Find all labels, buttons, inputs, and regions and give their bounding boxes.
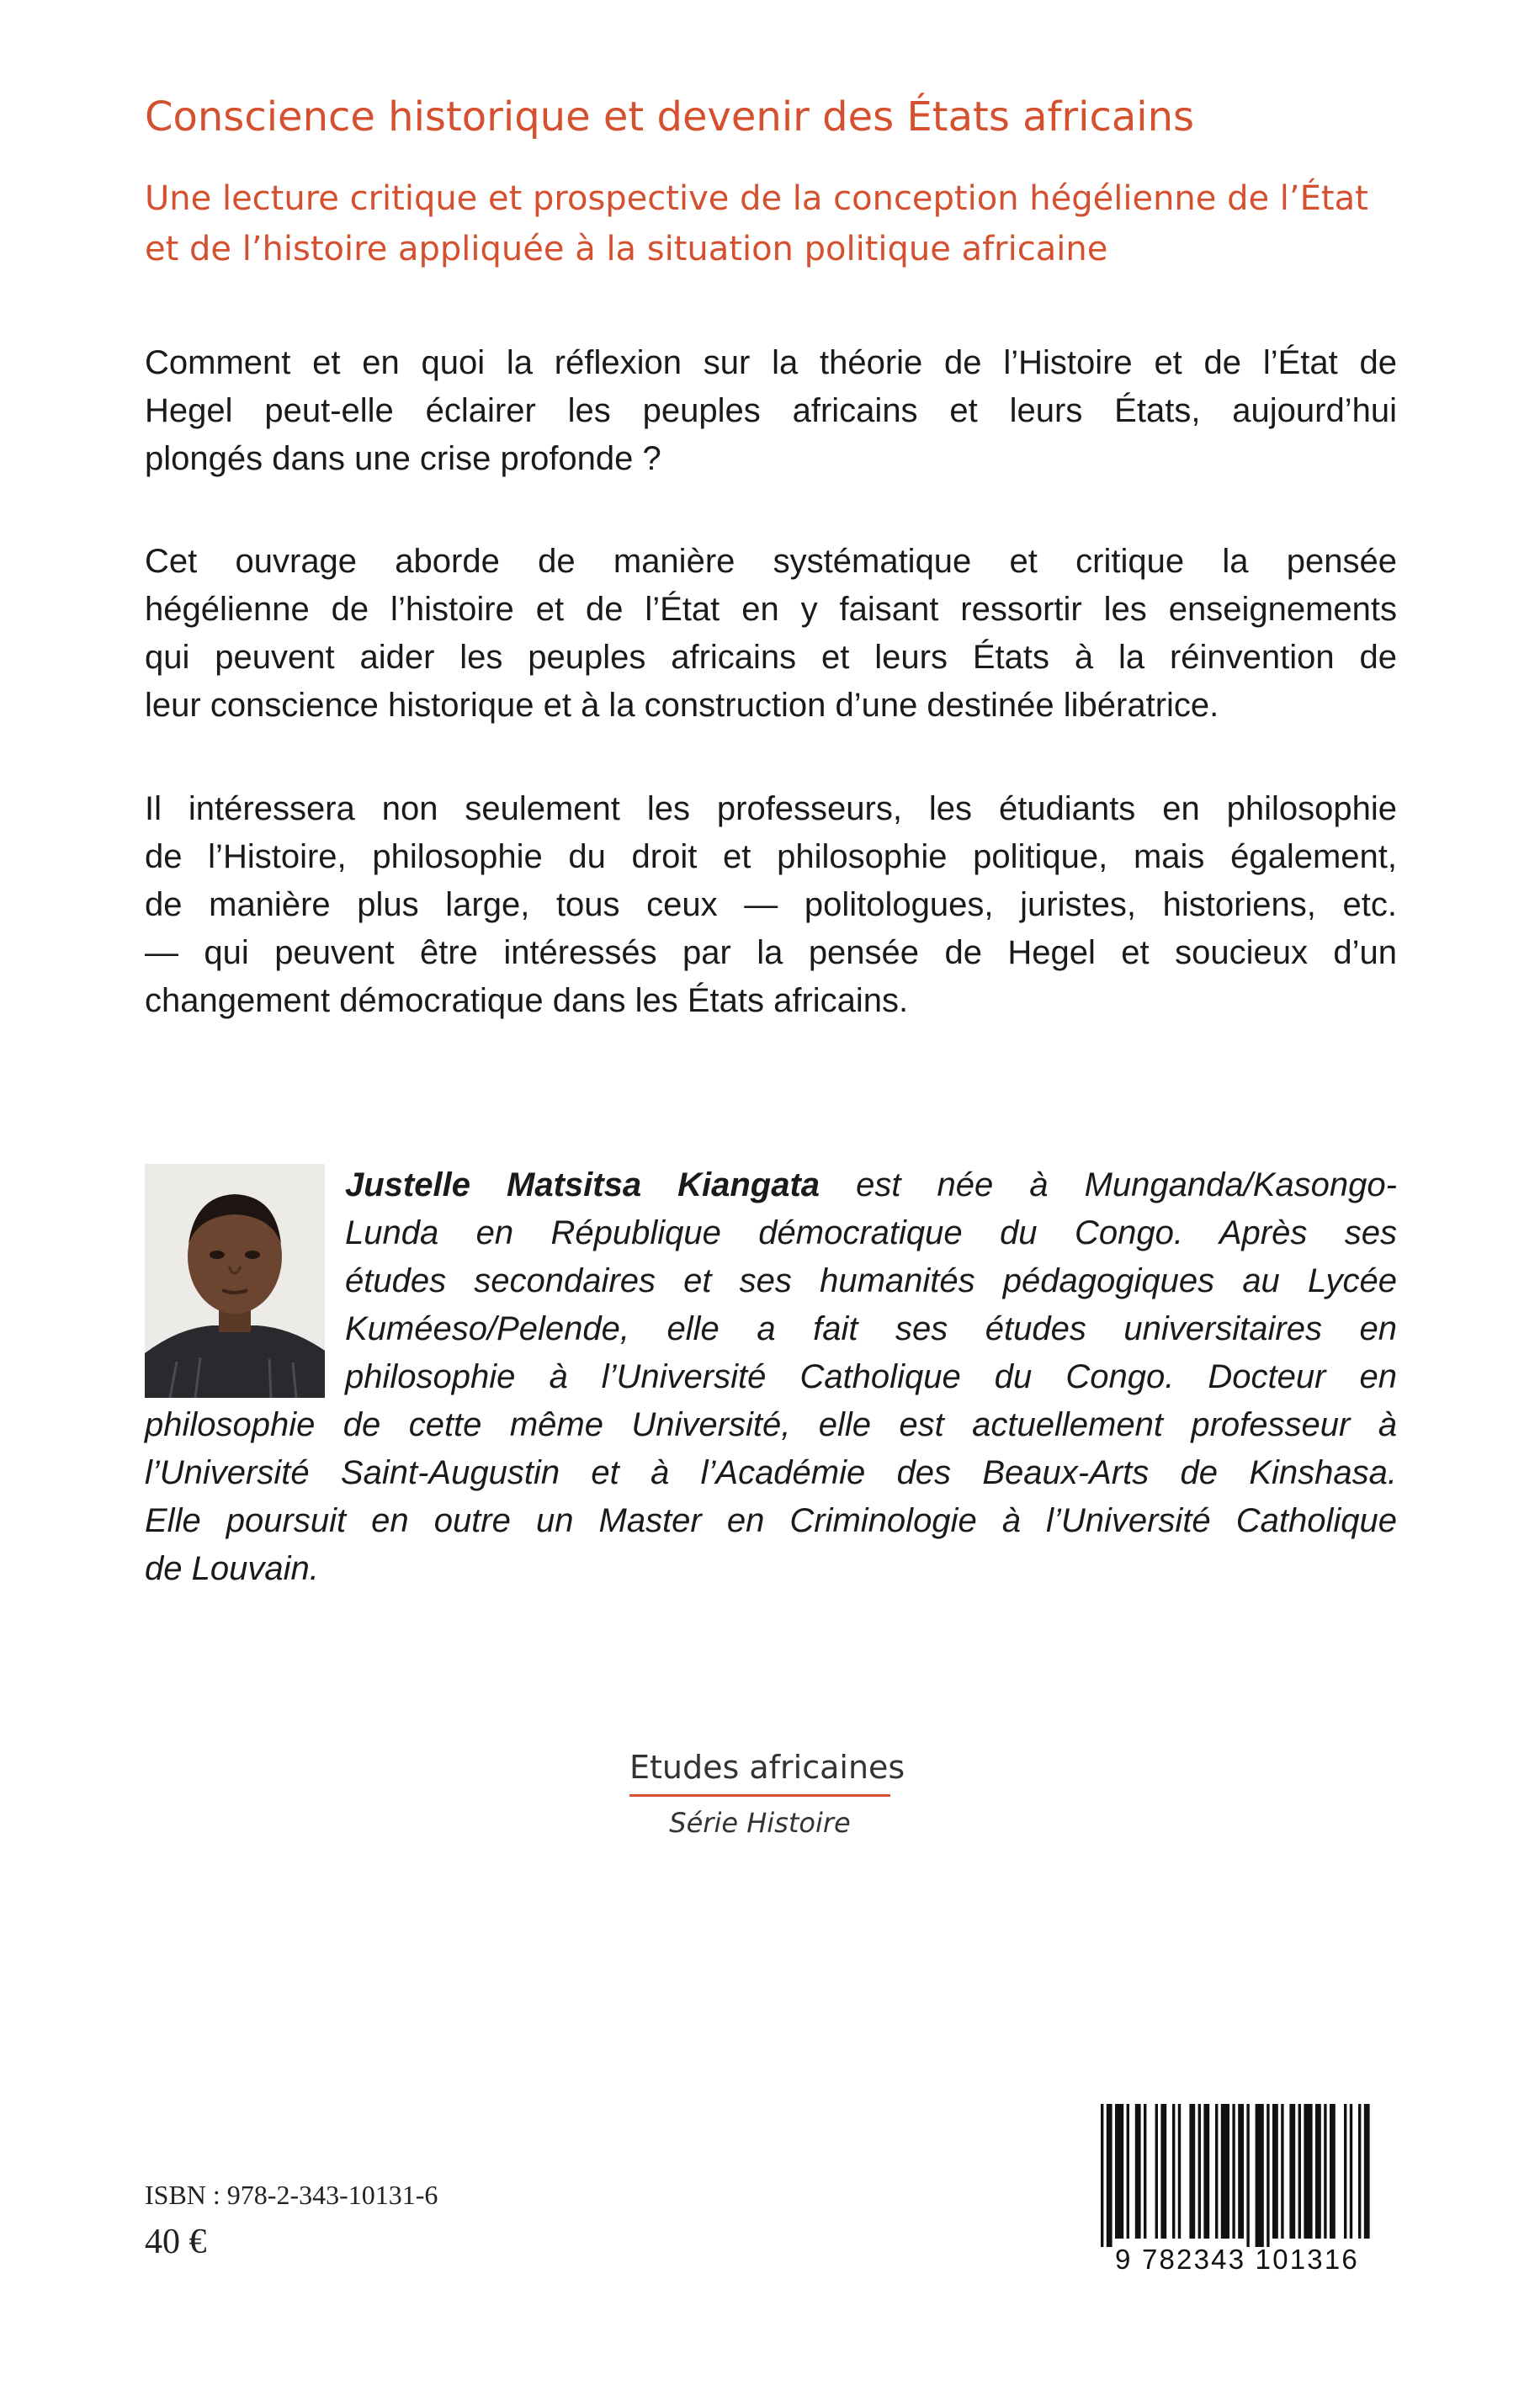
text-line: Hegel peut-elle éclairer les peuples africains et leurs États, aujourd’hui <box>145 392 1397 429</box>
bio-line: l’Université Saint-Augustin et à l’Académie des Beaux-Arts de Kinshasa. <box>145 1454 1397 1491</box>
barcode-bar <box>1246 2104 1249 2247</box>
barcode-bar <box>1107 2104 1113 2247</box>
subtitle-line: Une lecture critique et prospective de la conception hégélienne de l’État <box>145 179 1368 218</box>
isbn: ISBN : 978-2-343-10131-6 <box>145 2180 438 2210</box>
summary-paragraph-3 <box>145 785 1397 1025</box>
bio-line: philosophie à l’Université Catholique du Congo. Docteur en <box>345 1358 1397 1395</box>
barcode <box>1094 2104 1380 2281</box>
author-name: Justelle Matsitsa Kiangata <box>345 1166 820 1203</box>
barcode-bar <box>1127 2104 1129 2239</box>
barcode-bar <box>1189 2104 1195 2239</box>
barcode-bar <box>1221 2104 1229 2239</box>
text-line: de manière plus large, tous ceux — politologues, juristes, historiens, etc. <box>145 886 1397 923</box>
book-title: Conscience historique et devenir des États africains <box>145 93 1195 141</box>
text-line: changement démocratique dans les États africains. <box>145 982 909 1019</box>
barcode-bar <box>1160 2104 1166 2239</box>
barcode-bar <box>1298 2104 1301 2239</box>
barcode-bar <box>1178 2104 1181 2239</box>
summary-paragraph-1 <box>145 339 1397 483</box>
bio-line: études secondaires et ses humanités pédagogiques au Lycée <box>345 1262 1397 1299</box>
text-line: Il intéressera non seulement les professeurs, les étudiants en philosophie <box>145 790 1397 827</box>
bio-line: philosophie de cette même Université, elle est actuellement professeur à <box>145 1406 1397 1443</box>
bio-line <box>145 1161 1397 1209</box>
text-line: Comment et en quoi la réflexion sur la théorie de l’Histoire et de l’État de <box>145 344 1397 381</box>
barcode-bar <box>1267 2104 1269 2247</box>
barcode-bar <box>1289 2104 1295 2239</box>
series-logo <box>629 1749 905 1839</box>
barcode-bar <box>1281 2104 1283 2239</box>
barcode-bar <box>1198 2104 1201 2239</box>
barcode-bar <box>1344 2104 1346 2239</box>
barcode-bar <box>1315 2104 1321 2239</box>
subtitle-line: et de l’histoire appliquée à la situation politique africaine <box>145 230 1108 268</box>
author-biography <box>145 1161 1397 1593</box>
bio-line: Elle poursuit en outre un Master en Criminologie à l’Université Catholique <box>145 1502 1397 1539</box>
text-line: qui peuvent aider les peuples africains et leurs États à la réinvention de <box>145 639 1397 676</box>
barcode-bar <box>1324 2104 1326 2239</box>
barcode-digits: 9 782343 101316 <box>1115 2244 1359 2275</box>
price: 40 € <box>145 2223 207 2261</box>
barcode-bar <box>1364 2104 1370 2239</box>
subseries-name: Série Histoire <box>669 1807 851 1839</box>
text-line: hégélienne de l’histoire et de l’État en y faisant ressortir les enseignements <box>145 591 1397 628</box>
bio-text: est née à Munganda/Kasongo- <box>856 1166 1397 1203</box>
barcode-bar <box>1115 2104 1123 2239</box>
barcode-bar <box>1135 2104 1141 2239</box>
bio-line: Lunda en République démocratique du Congo. Après ses <box>345 1214 1397 1251</box>
barcode-bars <box>1094 2104 1380 2247</box>
text-line: leur conscience historique et à la construction d’une destinée libératrice. <box>145 687 1219 724</box>
bio-line: Kuméeso/Pelende, elle a fait ses études universitaires en <box>345 1310 1397 1347</box>
barcode-bar <box>1172 2104 1175 2239</box>
summary-paragraph-2 <box>145 538 1397 730</box>
barcode-bar <box>1272 2104 1278 2239</box>
barcode-bar <box>1203 2104 1209 2239</box>
barcode-bar <box>1101 2104 1103 2247</box>
text-line: de l’Histoire, philosophie du droit et philosophie politique, mais également, <box>145 838 1397 875</box>
barcode-bar <box>1155 2104 1158 2239</box>
barcode-bar <box>1358 2104 1361 2239</box>
text-line: Cet ouvrage aborde de manière systématique et critique la pensée <box>145 543 1397 580</box>
barcode-bar <box>1330 2104 1336 2239</box>
text-line: — qui peuvent être intéressés par la pensée de Hegel et soucieux d’un <box>145 934 1397 971</box>
barcode-bar <box>1232 2104 1235 2239</box>
barcode-bar <box>1215 2104 1218 2239</box>
text-line: plongés dans une crise profonde ? <box>145 440 661 477</box>
barcode-bar <box>1350 2104 1352 2239</box>
barcode-bar <box>1144 2104 1146 2239</box>
barcode-bar <box>1304 2104 1312 2239</box>
barcode-bar <box>1238 2104 1244 2239</box>
book-subtitle <box>145 173 1424 274</box>
barcode-bar <box>1256 2104 1264 2247</box>
series-name: Etudes africaines <box>629 1749 890 1797</box>
bio-line: de Louvain. <box>145 1550 319 1587</box>
